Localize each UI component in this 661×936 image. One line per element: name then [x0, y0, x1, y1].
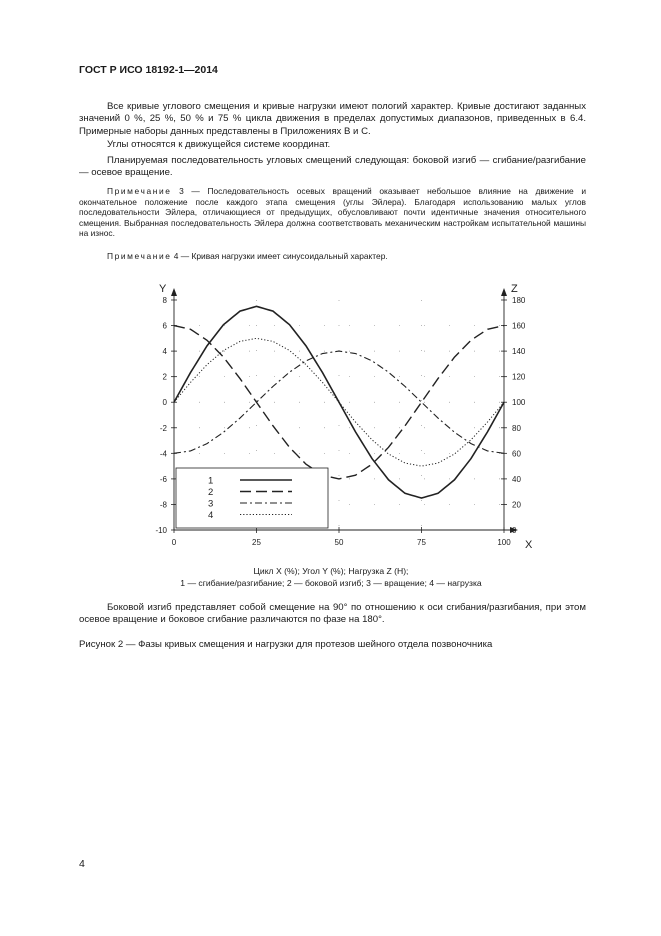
y-left-tick-label: -2	[159, 423, 167, 433]
y-left-tick-label: 6	[162, 321, 167, 331]
x-axis-label: X	[525, 539, 533, 551]
paragraph-sequence: Планируемая последовательность угловых смещений следующая: боковой изгиб — сгибание/разгибание — осевое вращение.	[79, 155, 586, 179]
y-right-tick-label: 120	[512, 372, 526, 382]
figure-caption	[79, 565, 583, 589]
x-tick-label: 25	[252, 538, 261, 547]
chart-legend	[176, 468, 328, 528]
caption-series-line: 1 — сгибание/разгибание; 2 — боковой изгиб; 3 — вращение; 4 — нагрузка	[180, 578, 482, 588]
y-right-tick-label: 80	[512, 423, 521, 433]
y-left-tick-label: 4	[162, 347, 167, 357]
y-right-axis-arrow	[501, 288, 507, 296]
legend-box	[176, 468, 328, 528]
y-right-tick-label: 160	[512, 321, 526, 331]
note-3-label: Примечание	[107, 186, 172, 196]
y-left-axis-label: Y	[159, 283, 167, 295]
legend-label-1: 1	[208, 475, 214, 487]
y-left-tick-label: -4	[159, 449, 167, 459]
y-right-tick-label: 60	[512, 449, 521, 459]
y-left-axis-arrow	[171, 288, 177, 296]
y-right-tick-label: 140	[512, 347, 526, 357]
y-left-tick-label: -8	[159, 500, 167, 510]
document-header: ГОСТ Р ИСО 18192-1—2014	[79, 64, 218, 76]
legend-label-4: 4	[208, 510, 214, 521]
y-right-tick-label: 20	[512, 500, 521, 510]
legend-label-3: 3	[208, 498, 214, 510]
y-left-tick-label: 0	[162, 398, 167, 408]
x-tick-label: 75	[417, 538, 426, 547]
caption-axes-line: Цикл X (%); Угол Y (%); Нагрузка Z (Н);	[253, 566, 409, 576]
y-right-tick-label: 180	[512, 296, 526, 305]
note-4-label: Примечание	[107, 251, 172, 261]
paragraph-coordinates: Углы относятся к движущейся системе координат.	[107, 139, 331, 150]
y-left-tick-label: -6	[159, 474, 167, 484]
legend-label-2: 2	[208, 487, 214, 498]
page-number: 4	[79, 858, 85, 870]
note-4-text: 4 — Кривая нагрузки имеет синусоидальный характер.	[171, 251, 388, 261]
figure-title: Рисунок 2 — Фазы кривых смещения и нагрузки для протезов шейного отдела позвоночника	[79, 639, 493, 650]
note-3-text: 3 — Последовательность осевых вращений оказывает небольшое влияние на движение и окончательное положение после каждого этапа смещения (углы Эйлера). Благодаря использованию малых углов последовательности Эйлера, отличающиеся от предыдущих, обусловливают почти идентичные значения относительного смещения. Выбранная последовательность Эйлера должна соответствовать механическим настройкам испытательной машины на износ.	[79, 186, 586, 239]
x-tick-label: 50	[334, 538, 344, 547]
paragraph-lateral-bending: Боковой изгиб представляет собой смещение на 90° по отношению к оси сгибания/разгибания, при этом осевое вращение и боковое сгибание различаются по фазе на 180°.	[79, 602, 586, 626]
x-tick-label: 100	[497, 538, 511, 547]
y-right-axis-label: Z	[511, 283, 518, 295]
y-left-tick-label: 2	[162, 372, 167, 382]
x-tick-label: 0	[171, 538, 177, 547]
paragraph-curves: Все кривые углового смещения и кривые нагрузки имеют пологий характер. Кривые достигают заданных значений 0 %, 25 %, 50 % и 75 % цикла движения в пределах допустимых диапазонов, приведенных в 6.4. Примерные наборы данных представлены в Приложениях В и С.	[79, 101, 586, 137]
y-left-tick-label: -10	[155, 526, 167, 535]
y-left-tick-label: 8	[162, 296, 167, 305]
y-right-tick-label: 100	[512, 398, 526, 408]
y-right-tick-label: 0	[512, 526, 517, 535]
y-right-tick-label: 40	[512, 474, 521, 484]
